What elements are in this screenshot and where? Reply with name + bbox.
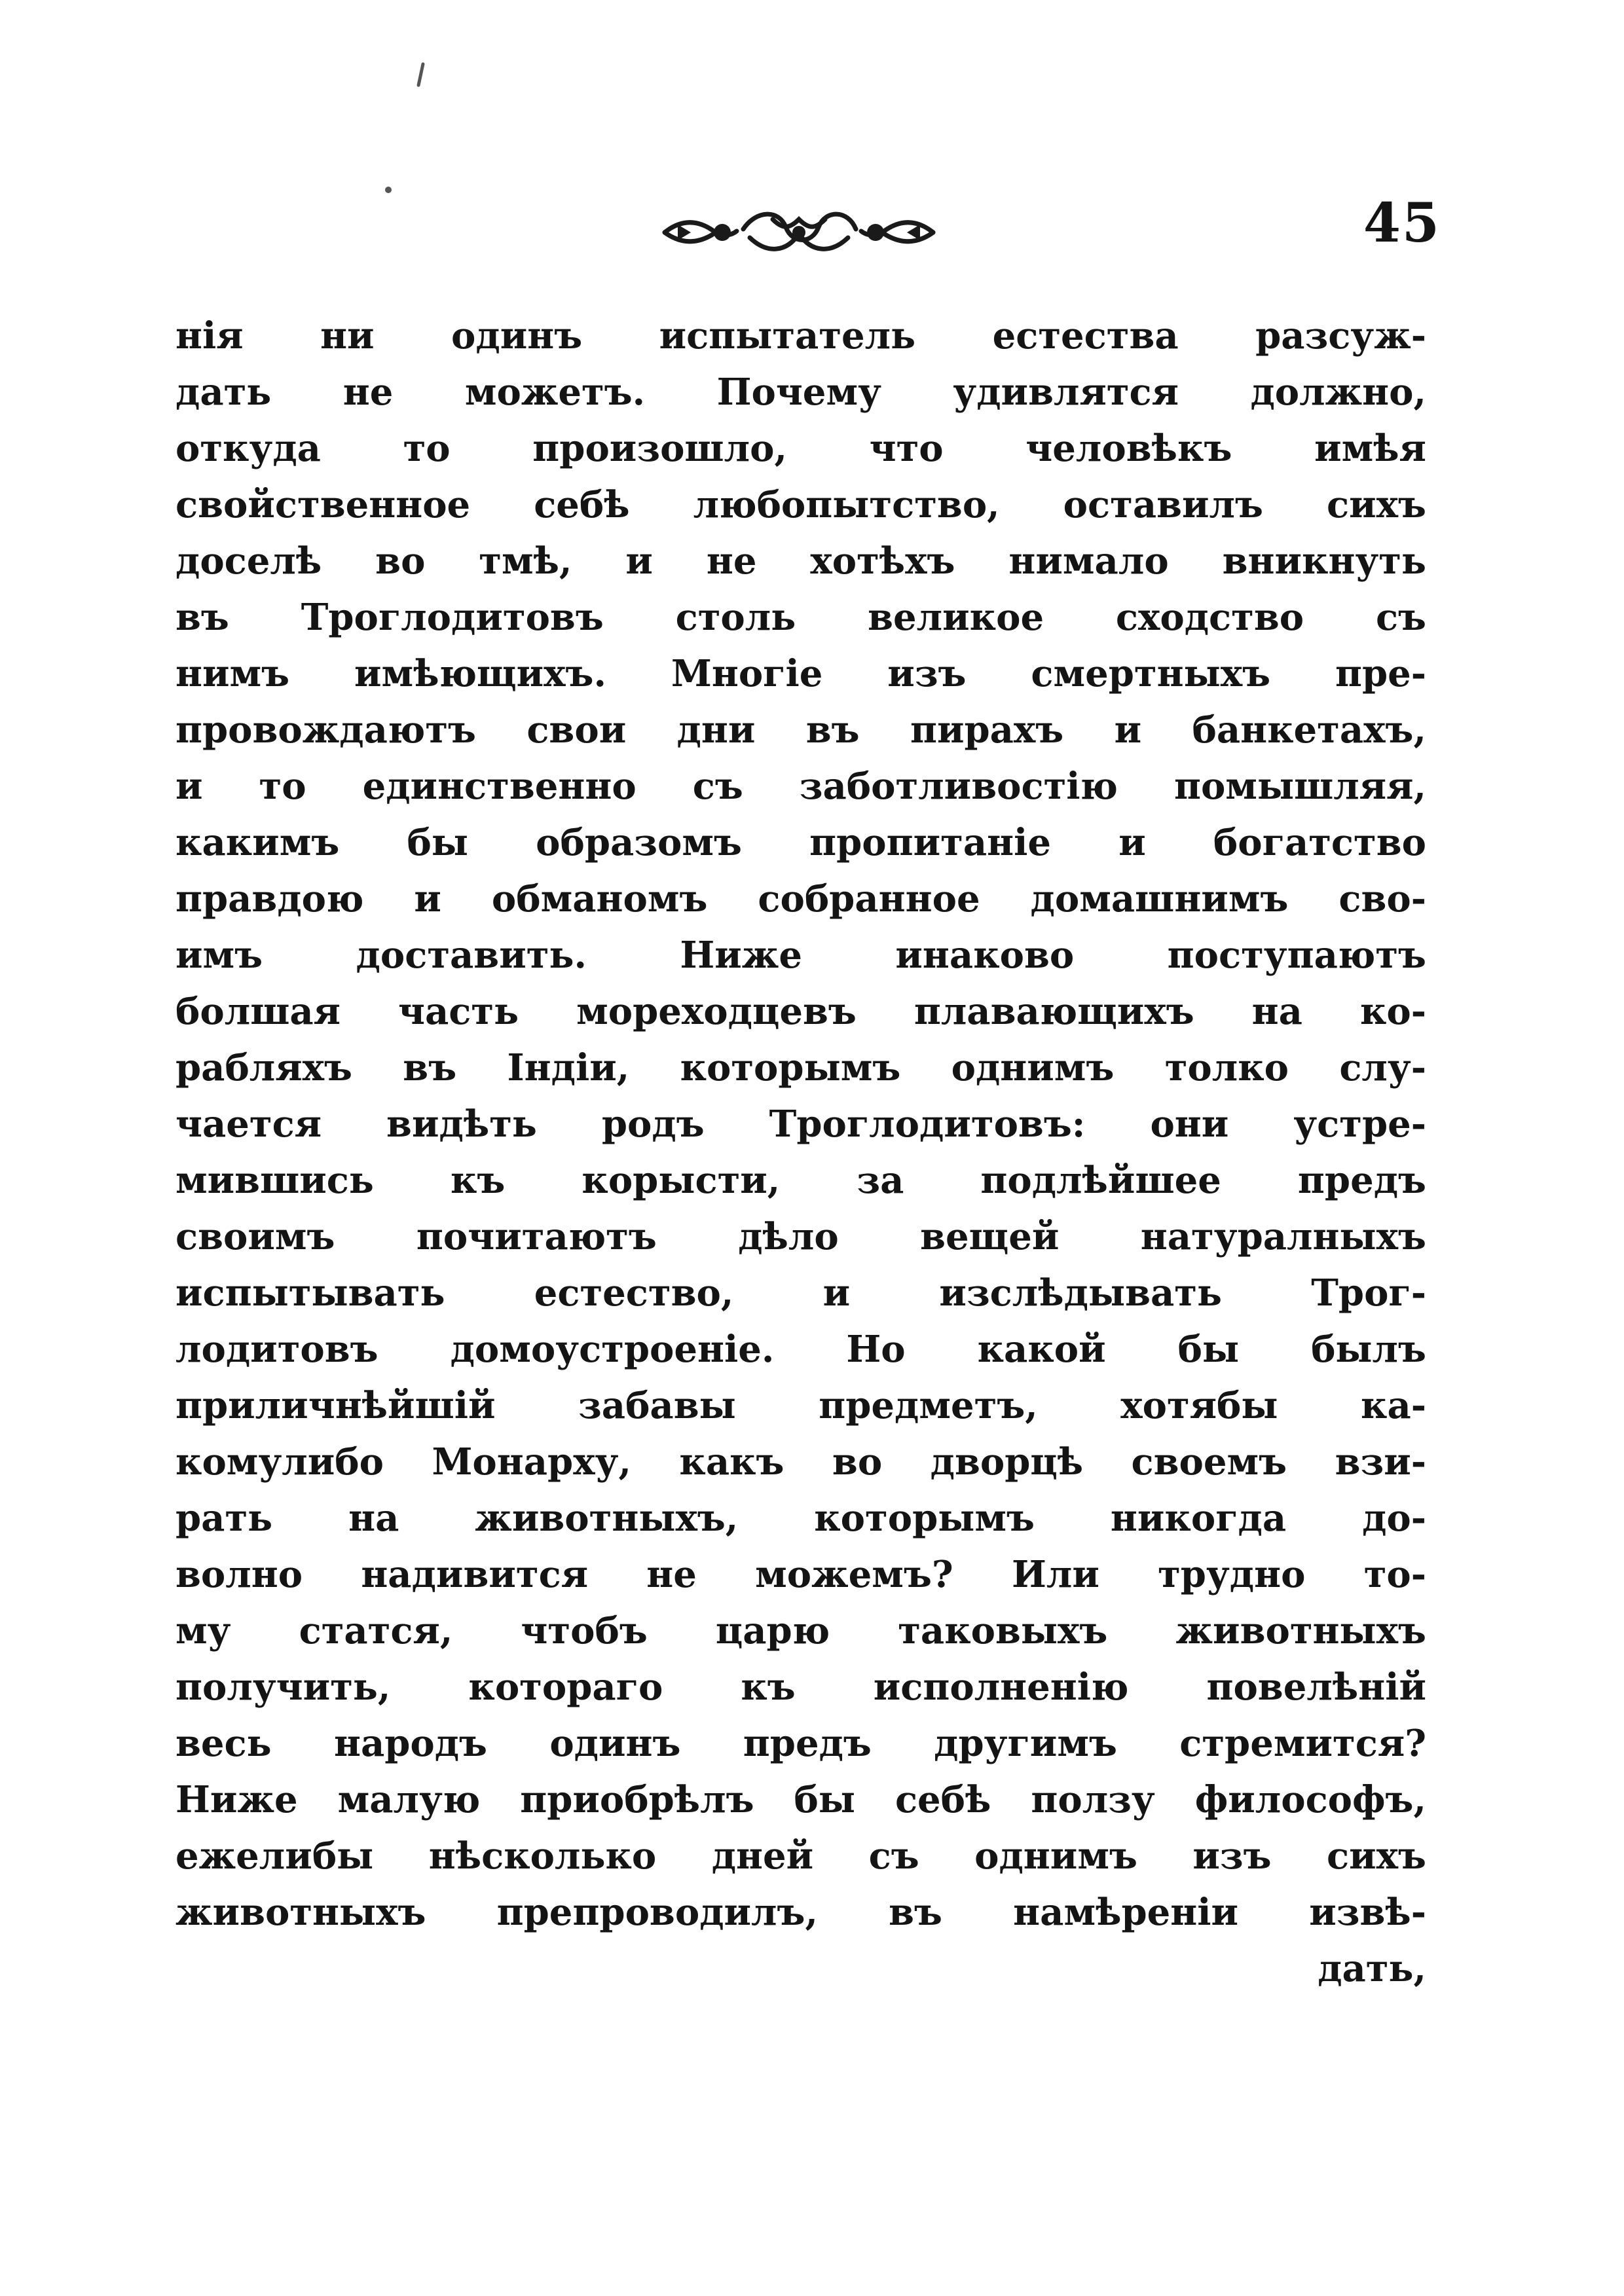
text-line: дать не можетъ. Почему удивлятся должно,	[175, 371, 1426, 414]
text-line: комулибо Монарху, какъ во дворцѣ своемъ взи-	[175, 1440, 1426, 1484]
text-line: чается видѣть родъ Троглодитовъ: они устре-	[175, 1102, 1426, 1146]
page-header	[0, 0, 1624, 308]
text-line: Ниже малую приобрѣлъ бы себѣ ползу философъ,	[175, 1778, 1426, 1821]
page-number: 45	[1363, 192, 1441, 255]
text-line: нія ни одинъ испытатель естества разсуж-	[175, 314, 1426, 357]
text-line: имъ доставить. Ниже инаково поступаютъ	[175, 934, 1426, 977]
ink-speck	[385, 187, 392, 193]
text-line: испытывать естество, и изслѣдывать Трог-	[175, 1271, 1426, 1315]
ink-speck	[416, 62, 425, 87]
text-line: лодитовъ домоустроеніе. Но какой бы былъ	[175, 1328, 1426, 1371]
floral-ornament-icon	[652, 193, 946, 265]
text-line: и то единственно съ заботливостію помышляя,	[175, 765, 1426, 808]
text-line: получить, котораго къ исполненію повелѣній	[175, 1666, 1426, 1709]
text-line: нимъ имѣющихъ. Многіе изъ смертныхъ пре-	[175, 652, 1426, 695]
text-line: какимъ бы образомъ пропитаніе и богатство	[175, 821, 1426, 864]
text-line: откуда то произошло, что человѣкъ имѣя	[175, 427, 1426, 470]
text-line: провождаютъ свои дни въ пирахъ и банкетахъ,	[175, 708, 1426, 752]
text-line: свойственное себѣ любопытство, оставилъ сихъ	[175, 483, 1426, 526]
text-line: мившись къ корысти, за подлѣйшее предъ	[175, 1159, 1426, 1202]
text-line: рабляхъ въ Індіи, которымъ однимъ толко слу-	[175, 1046, 1426, 1089]
text-line: доселѣ во тмѣ, и не хотѣхъ нимало вникнуть	[175, 539, 1426, 583]
text-line: рать на животныхъ, которымъ никогда до-	[175, 1497, 1426, 1540]
text-line: ежелибы нѣсколько дней съ однимъ изъ сихъ	[175, 1834, 1426, 1878]
text-line: своимъ почитаютъ дѣло вещей натуралныхъ	[175, 1215, 1426, 1258]
text-line: правдою и обманомъ собранное домашнимъ сво-	[175, 877, 1426, 920]
text-line: му статся, чтобъ царю таковыхъ животныхъ	[175, 1609, 1426, 1652]
catchword-line: дать,	[1318, 1947, 1426, 1990]
text-line: животныхъ препроводилъ, въ намѣреніи извѣ-	[175, 1891, 1426, 1934]
text-line: приличнѣйшій забавы предметъ, хотябы ка-	[175, 1384, 1426, 1427]
text-line: весь народъ одинъ предъ другимъ стремится?	[175, 1722, 1426, 1765]
body-text	[175, 308, 1426, 1997]
text-line: въ Троглодитовъ столь великое сходство съ	[175, 596, 1426, 639]
text-line: болшая часть мореходцевъ плавающихъ на ко-	[175, 990, 1426, 1033]
text-line: волно надивится не можемъ? Или трудно то-	[175, 1553, 1426, 1596]
